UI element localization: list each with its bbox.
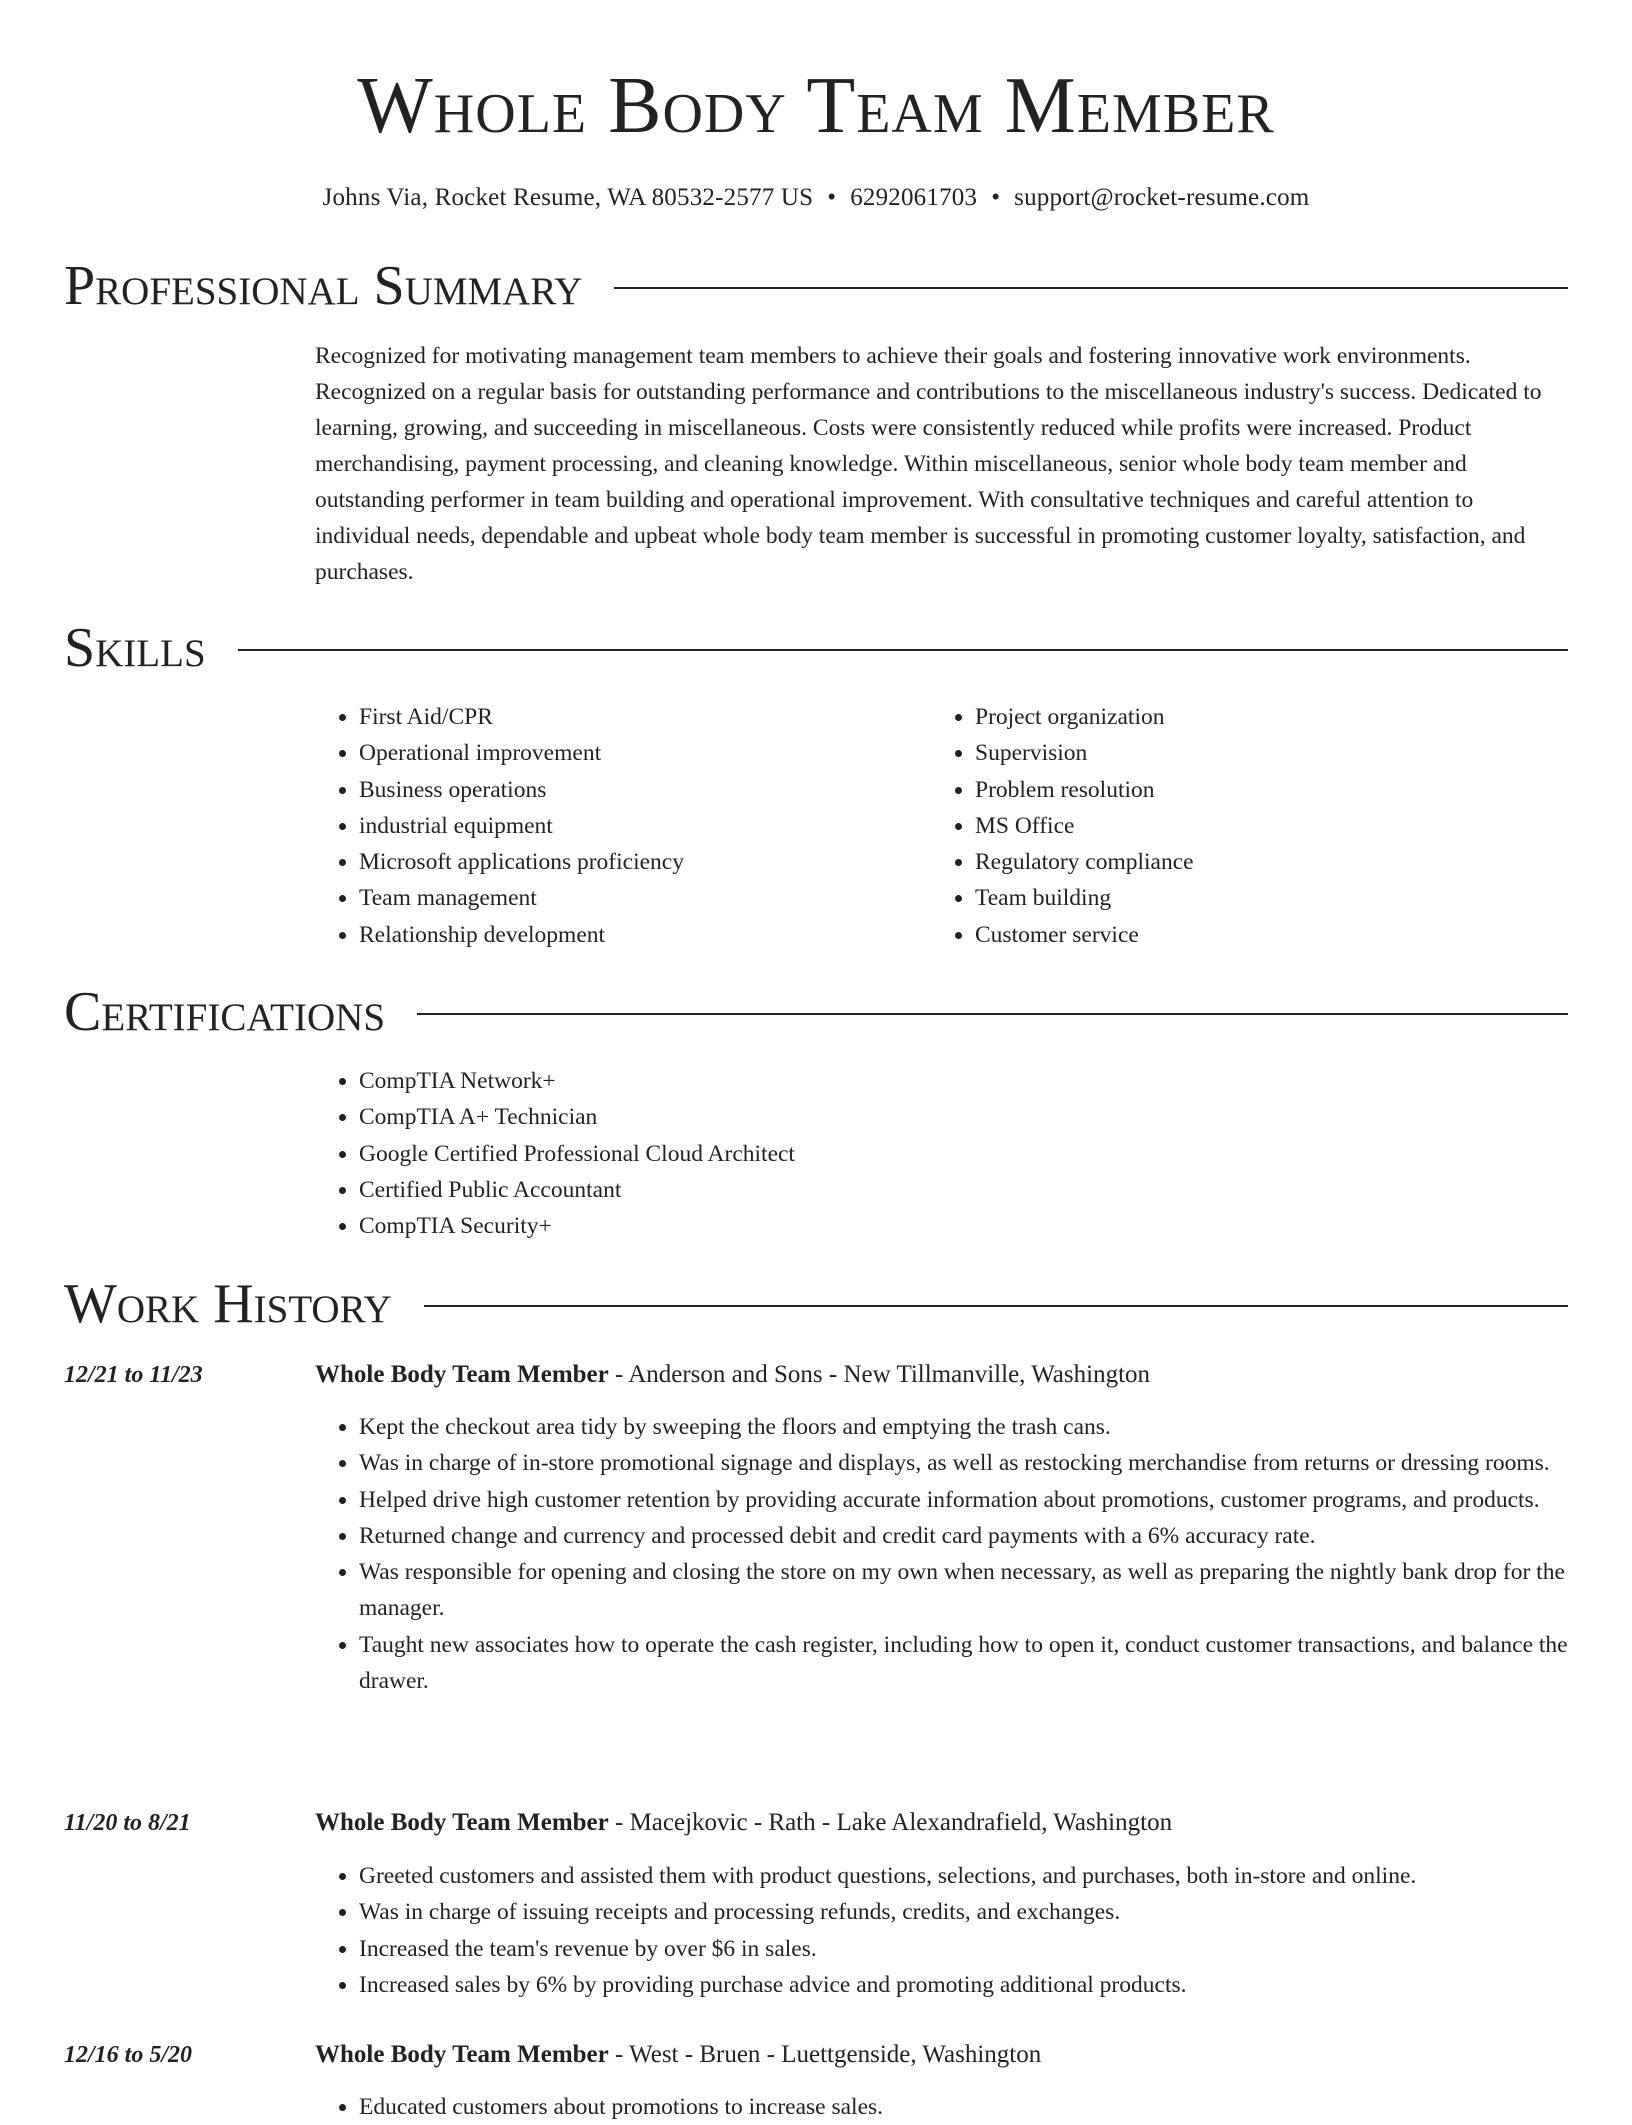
job-bullet: • Greeted customers and assisted them with product questions, selections, and purchases, both in-store and online. [359, 1858, 1568, 1894]
job-bullet: • Increased the team's revenue by over $6 in sales. [359, 1931, 1568, 1967]
contact-phone: 6292061703 [850, 184, 978, 211]
skill-item: • Supervision [975, 735, 1547, 771]
skills-section-header [64, 617, 1568, 679]
job-bullets [315, 1858, 1568, 2003]
job-bullet: • Helped drive high customer retention by providing accurate information about promotions, customer programs, and products. [359, 1482, 1568, 1518]
skill-item: • Operational improvement [359, 735, 931, 771]
contact-separator: • [827, 184, 837, 211]
job-bullet: • Educated customers about promotions to increase sales. [359, 2089, 1568, 2125]
job-bullet: • Was in charge of issuing receipts and processing refunds, credits, and exchanges. [359, 1894, 1568, 1930]
job-employer: - West - Bruen - Luettgenside, Washington [608, 2041, 1042, 2068]
job-title: Whole Body Team Member [315, 1809, 609, 1836]
job-bullets [315, 1409, 1568, 1699]
certifications-list [315, 1063, 1568, 1244]
skill-item: • Customer service [975, 917, 1547, 953]
skill-item: • Problem resolution [975, 772, 1547, 808]
summary-text: Recognized for motivating management team members to achieve their goals and fostering innovative work environments. Recognized on a regular basis for outstanding performance and contributions to the miscellaneous industry's success. Dedicated to learning, growing, and succeeding in miscellaneous. Costs were consistently reduced while profits were increased. Product merchandising, payment processing, and cleaning knowledge. Within miscellaneous, senior whole body team member and outstanding performer in team building and operational improvement. With consultative techniques and careful attention to individual needs, dependable and upbeat whole body team member is successful in promoting customer loyalty, satisfaction, and purchases. [315, 343, 1542, 585]
job-bullet: • Returned change and currency and processed debit and credit card payments with a 6% accuracy rate. [359, 1518, 1568, 1554]
contact-line [0, 184, 1632, 212]
certification-item: • CompTIA Network+ [359, 1063, 1568, 1099]
section-divider [417, 1013, 1568, 1015]
job-dates: 11/20 to 8/21 [64, 1810, 191, 1836]
job-heading [315, 1357, 1568, 1393]
skills-column-left [315, 699, 931, 953]
job-heading [315, 1805, 1568, 1841]
job-bullet: • Was responsible for opening and closing the store on my own when necessary, as well as preparing the nightly bank drop for the manager. [359, 1554, 1568, 1627]
contact-email: support@rocket-resume.com [1014, 184, 1310, 211]
certifications-section-header [64, 981, 1568, 1043]
job-employer: - Macejkovic - Rath - Lake Alexandrafield, Washington [608, 1809, 1173, 1836]
contact-address: Johns Via, Rocket Resume, WA 80532-2577 US [322, 184, 814, 211]
skill-item: • MS Office [975, 808, 1547, 844]
job-bullet: • Increased sales by 6% by providing purchase advice and promoting additional products. [359, 1967, 1568, 2003]
certification-item: • CompTIA Security+ [359, 1208, 1568, 1244]
contact-separator: • [991, 184, 1001, 211]
job-employer: - Anderson and Sons - New Tillmanville, Washington [608, 1361, 1151, 1388]
job-heading [315, 2037, 1568, 2073]
certification-item: • Google Certified Professional Cloud Architect [359, 1136, 1568, 1172]
skill-item: • Microsoft applications proficiency [359, 844, 931, 880]
summary-section-header [64, 255, 1568, 317]
skill-item: • Team building [975, 880, 1547, 916]
work-history-heading: Work History [64, 1273, 392, 1335]
summary-heading: Professional Summary [64, 255, 583, 317]
skills-column-right [931, 699, 1547, 953]
skill-item: • Business operations [359, 772, 931, 808]
job-bullet: • Taught new associates how to operate the cash register, including how to open it, conduct customer transactions, and balance the drawer. [359, 1627, 1568, 1700]
section-divider [238, 649, 1568, 651]
job-title: Whole Body Team Member [315, 1361, 609, 1388]
skill-item: • industrial equipment [359, 808, 931, 844]
certification-item: • CompTIA A+ Technician [359, 1099, 1568, 1135]
job-bullet: • Kept the checkout area tidy by sweeping the floors and emptying the trash cans. [359, 1409, 1568, 1445]
job-dates: 12/16 to 5/20 [64, 2042, 193, 2068]
section-divider [424, 1305, 1568, 1307]
skill-item: • Team management [359, 880, 931, 916]
skill-item: • Relationship development [359, 917, 931, 953]
skills-list [315, 699, 1568, 953]
job-dates: 12/21 to 11/23 [64, 1362, 203, 1388]
job-bullet: • Was in charge of in-store promotional signage and displays, as well as restocking merchandise from returns or dressing rooms. [359, 1445, 1568, 1481]
certification-item: • Certified Public Accountant [359, 1172, 1568, 1208]
job-bullets [315, 2089, 1568, 2125]
certifications-heading: Certifications [64, 981, 386, 1043]
skill-item: • First Aid/CPR [359, 699, 931, 735]
skills-heading: Skills [64, 617, 206, 679]
section-divider [614, 287, 1568, 289]
resume-name: Whole Body Team Member [357, 62, 1275, 150]
job-title: Whole Body Team Member [315, 2041, 609, 2068]
skill-item: • Project organization [975, 699, 1547, 735]
skill-item: • Regulatory compliance [975, 844, 1547, 880]
work-history-section-header [64, 1273, 1568, 1335]
